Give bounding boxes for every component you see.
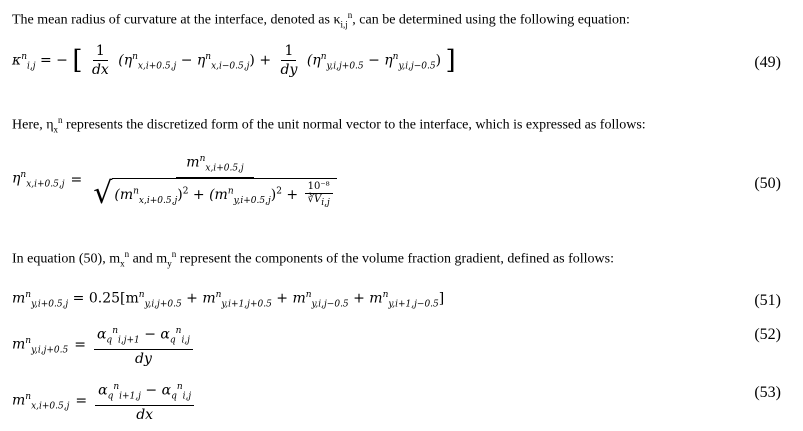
equals-sign: =	[74, 337, 86, 354]
subscript: i,j	[26, 61, 36, 72]
alpha-term: α	[98, 382, 108, 399]
m-symbol: m	[12, 336, 26, 353]
superscript: n	[382, 290, 389, 300]
subscript: y,i+1,j+0.5	[221, 299, 272, 310]
plus-sign: +	[259, 52, 276, 69]
cube-root-v: ∛V	[307, 194, 322, 206]
subscript: y,i,j−0.5	[311, 299, 349, 310]
equation-number-52: (52)	[754, 326, 781, 343]
subscript: q	[107, 391, 114, 402]
alpha-term: α	[96, 326, 107, 343]
subscript: q	[106, 335, 113, 346]
denominator: dy	[280, 62, 298, 78]
bracket: ]	[438, 290, 445, 307]
subscript: y,i,j+0.5	[144, 299, 182, 310]
paragraph-unit-normal	[12, 111, 646, 138]
alpha-term: − α	[139, 326, 170, 343]
superscript: n	[215, 290, 222, 300]
subscript: y,i+1,j−0.5	[388, 299, 439, 310]
subscript: i,j	[340, 19, 348, 30]
radicand	[112, 178, 336, 210]
plus-sign: +	[281, 187, 303, 204]
text: represent the components of the volume fraction gradient, defined as follows:	[176, 251, 614, 267]
subscript: x,i+0.5,j	[205, 163, 244, 174]
numerator	[94, 322, 193, 350]
paren: )	[177, 187, 183, 204]
lhs-m	[12, 392, 69, 411]
subscript: x,i+0.5,j	[138, 196, 178, 207]
plus-sign: +	[188, 187, 210, 204]
fraction-gradient-x	[95, 378, 194, 424]
subscript: i,j	[182, 391, 192, 402]
text: represents the discretized form of the unit normal vector to the interface, which is expressed as follows:	[62, 117, 646, 133]
subscript: q	[171, 391, 177, 402]
denominator: dx	[136, 407, 154, 424]
fraction-normal	[90, 150, 340, 210]
m-term: + m	[181, 290, 216, 307]
numerator: 1	[93, 42, 108, 61]
numerator: 10⁻⁸	[305, 181, 333, 194]
equation-53	[12, 378, 196, 424]
fraction-gradient-y	[94, 322, 193, 368]
subscript: x	[120, 258, 125, 269]
denominator	[305, 194, 333, 209]
m-symbol: m	[12, 392, 26, 409]
exponent: 2	[182, 186, 189, 197]
kappa-symbol: κ	[12, 52, 22, 69]
superscript: n	[25, 391, 32, 402]
subscript: x,i+0.5,j	[26, 179, 65, 190]
radical-icon: √	[93, 176, 113, 212]
m-term: + m	[348, 290, 383, 307]
superscript: n	[392, 51, 399, 62]
superscript: n	[132, 51, 138, 62]
superscript: n	[320, 51, 327, 62]
equation-52	[12, 322, 195, 368]
eta-term: − η	[176, 52, 206, 69]
superscript: n	[21, 51, 27, 62]
subscript: y,i,j+0.5	[31, 344, 69, 355]
superscript: n	[133, 186, 139, 197]
subscript: i,j	[321, 198, 330, 209]
superscript: n	[227, 186, 234, 197]
paren: )	[435, 52, 442, 69]
right-bracket: ]	[445, 45, 456, 76]
numerator	[176, 150, 253, 178]
subscript: y,i,j+0.5	[326, 61, 364, 72]
subscript: x,i+0.5,j	[31, 400, 70, 411]
fraction-1-dy	[278, 42, 301, 79]
text: In equation (50), m	[12, 251, 121, 267]
superscript: n	[112, 326, 118, 336]
eta-symbol: η	[12, 171, 21, 188]
eta-term: (η	[306, 52, 321, 69]
equation-number-49: (49)	[754, 54, 781, 71]
text: The mean radius of curvature at the interface, denoted as κ	[12, 12, 341, 28]
lhs-eta	[12, 170, 65, 189]
m-term: (m	[114, 187, 134, 204]
subscript: i,j+1	[117, 335, 140, 346]
subscript: i+1,j	[119, 391, 141, 402]
equation-51	[12, 290, 444, 309]
paren: )	[249, 52, 255, 69]
superscript: n	[113, 382, 120, 392]
paragraph-volume-gradient	[12, 245, 614, 272]
exponent: 2	[276, 186, 282, 197]
epsilon-fraction	[305, 181, 333, 209]
subscript: y	[167, 258, 172, 269]
equation-49	[12, 42, 456, 79]
superscript: n	[25, 290, 32, 300]
m-symbol: m	[12, 290, 26, 307]
subscript: y,i,j−0.5	[398, 61, 436, 72]
text: and m	[129, 251, 168, 267]
paragraph-curvature-intro	[12, 6, 630, 33]
superscript: n	[124, 249, 130, 259]
subscript: q	[169, 335, 176, 346]
superscript: n	[58, 115, 63, 125]
equals-sign: =	[70, 172, 83, 189]
denominator: dy	[135, 351, 152, 368]
equation-number-50: (50)	[754, 175, 781, 192]
superscript: n	[25, 335, 32, 346]
m-symbol: m	[186, 154, 200, 171]
superscript: n	[205, 51, 212, 62]
alpha-term: − α	[140, 382, 172, 399]
subscript: y,i+0.5,j	[233, 196, 271, 207]
superscript: n	[347, 10, 353, 20]
equals-sign: =	[75, 393, 88, 410]
superscript: n	[175, 326, 182, 336]
left-bracket: [	[72, 45, 83, 76]
eta-term: (η	[118, 52, 133, 69]
text: , can be determined using the following equation:	[352, 12, 630, 28]
superscript: n	[176, 382, 183, 392]
subscript: x,i+0.5,j	[137, 61, 177, 72]
equation-number-51: (51)	[754, 292, 781, 309]
m-term: + m	[271, 290, 306, 307]
superscript: n	[20, 170, 27, 181]
superscript: n	[138, 290, 145, 300]
coefficient: = 0.25[m	[72, 290, 139, 307]
fraction-1-dx	[89, 42, 112, 79]
subscript: x	[53, 124, 59, 135]
subscript: y,i+0.5,j	[31, 299, 69, 310]
subscript: x,i−0.5,j	[211, 61, 250, 72]
subscript: i,j	[181, 335, 190, 346]
lhs-m	[12, 336, 68, 355]
numerator: 1	[281, 42, 296, 61]
text: Here, η	[12, 117, 54, 133]
denominator	[90, 178, 340, 210]
m-term: (m	[209, 187, 228, 204]
equation-50	[12, 150, 342, 210]
denominator: dx	[91, 62, 109, 78]
eta-term: − η	[363, 52, 393, 69]
equation-number-53: (53)	[754, 384, 781, 401]
superscript: n	[171, 249, 177, 259]
equals-sign: = −	[39, 52, 68, 69]
superscript: n	[199, 154, 206, 164]
superscript: n	[305, 290, 312, 300]
paren: )	[270, 187, 277, 204]
numerator	[95, 378, 194, 406]
